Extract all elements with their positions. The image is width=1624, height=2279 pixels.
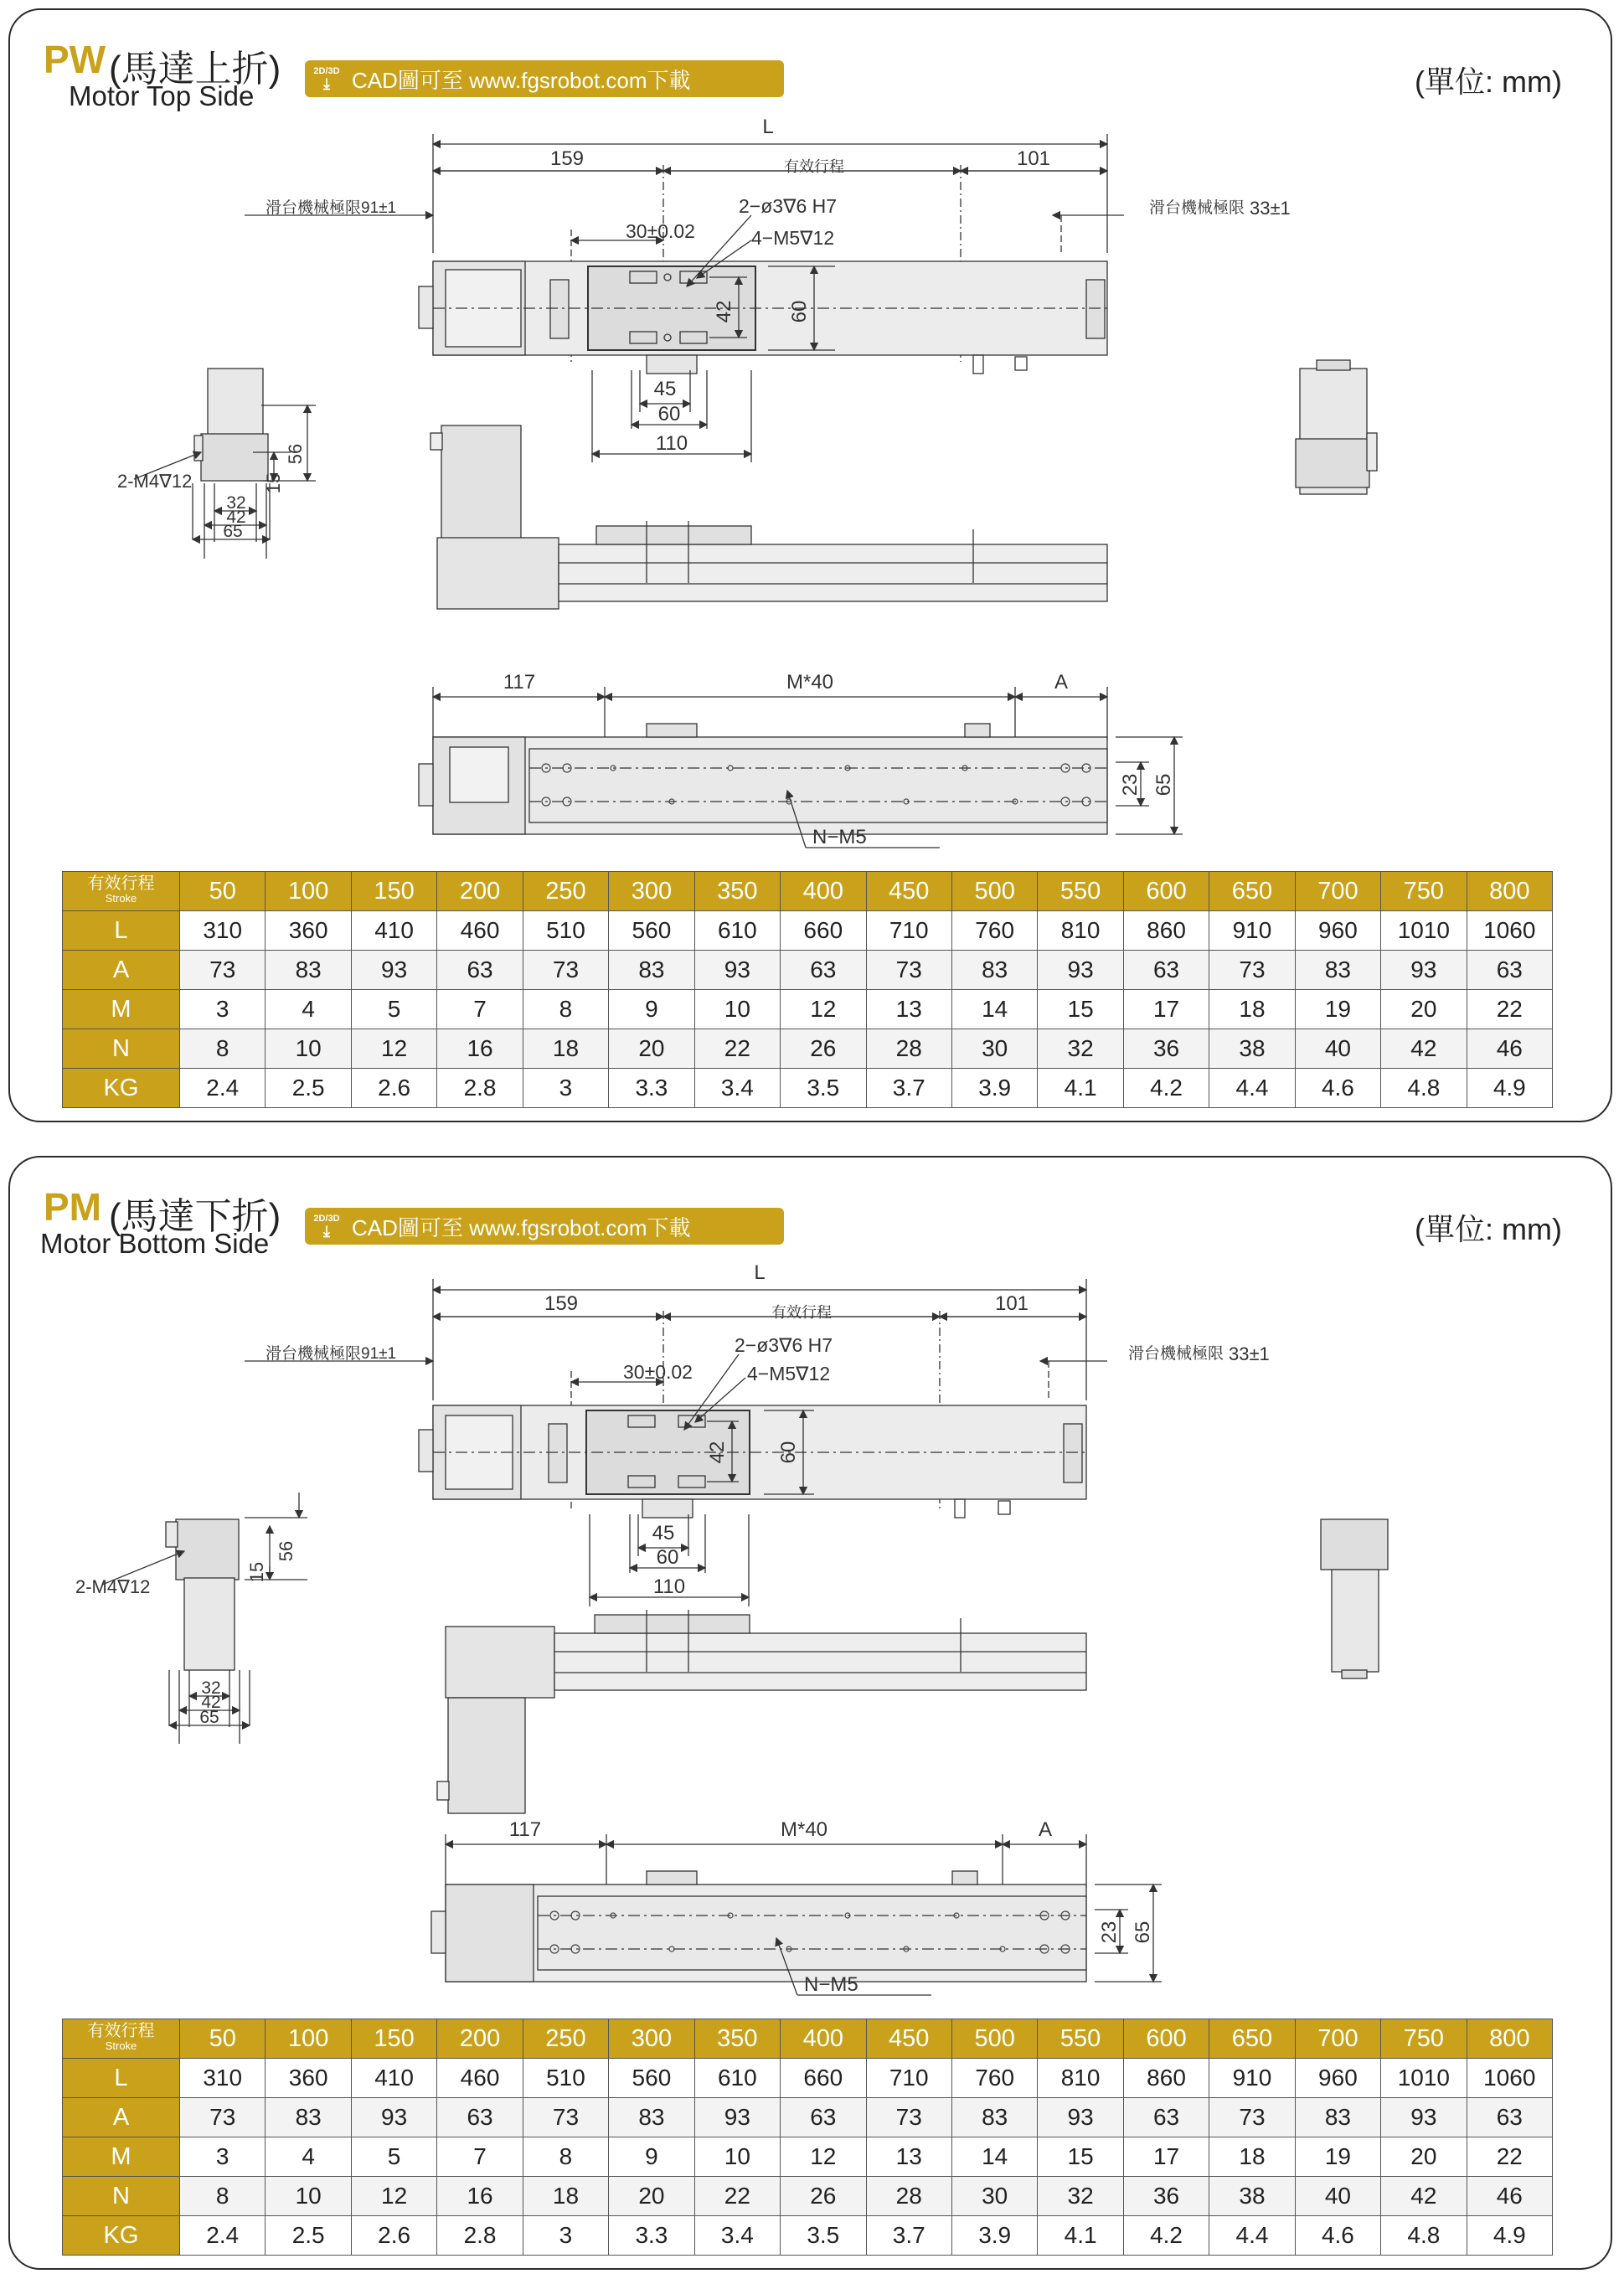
drawing-motor-top-side [10,10,1612,864]
stroke-cell: 50 [180,872,266,911]
row-label: N [63,1029,180,1069]
table-cell: 2.6 [351,2216,436,2256]
dim-tolerance: 30±0.02 [623,1361,693,1383]
table-cell: 3.4 [694,1069,780,1108]
table-cell: 22 [694,1029,780,1069]
dim-60: 60 [656,1546,679,1569]
dim-slide-left: 滑台機械極限91±1 [266,1345,397,1363]
table-cell: 4 [266,990,351,1029]
table-cell: 4.8 [1381,2216,1467,2256]
table-cell: 73 [180,951,266,990]
dim-101: 101 [994,1292,1029,1315]
spec-table [62,871,1553,1108]
table-cell: 560 [609,2059,694,2098]
table-cell: 63 [781,2098,866,2137]
stroke-cell: 300 [609,872,694,911]
dim-stroke: 有效行程 [771,1304,832,1321]
table-cell: 15 [1038,990,1123,1029]
dim-taps: 4−M5∇12 [751,227,835,249]
table-cell: 38 [1209,1029,1295,1069]
download-icon: 2D/3D ⤓ [313,66,340,92]
table-cell: 73 [1209,2098,1295,2137]
table-cell: 4.1 [1038,2216,1123,2256]
table-cell: 310 [180,2059,266,2098]
stroke-cell: 150 [351,872,436,911]
table-cell: 73 [523,951,608,990]
table-row [63,990,1553,1029]
table-cell: 40 [1295,1029,1380,1069]
table-cell: 93 [1038,951,1123,990]
table-cell: 2.4 [180,2216,266,2256]
section-pm [8,1156,1612,2270]
table-cell: 36 [1123,1029,1209,1069]
stroke-cell: 550 [1038,872,1123,911]
table-cell: 510 [523,2059,608,2098]
row-label: M [63,2137,180,2177]
table-cell: 3.7 [866,1069,951,1108]
dim-taps: 4−M5∇12 [747,1363,831,1384]
table-header-row [63,872,1553,911]
table-row [63,1029,1553,1069]
dim-60-vertical: 60 [777,1441,800,1464]
dim-motor-tap: 2-M4∇12 [117,471,193,492]
table-cell: 3.5 [781,2216,866,2256]
dim-45: 45 [653,378,677,400]
table-cell: 3 [180,2137,266,2177]
row-label: L [63,911,180,951]
table-cell: 20 [1381,990,1467,1029]
stroke-cell: 800 [1467,872,1552,911]
table-cell: 83 [609,2098,694,2137]
table-cell: 7 [437,2137,523,2177]
stroke-cell: 400 [781,2019,866,2059]
table-cell: 810 [1038,2059,1123,2098]
table-cell: 15 [1038,2137,1123,2177]
table-cell: 30 [951,1029,1037,1069]
table-cell: 410 [351,2059,436,2098]
table-cell: 2.4 [180,1069,266,1108]
table-cell: 360 [266,911,351,951]
stroke-cell: 250 [523,872,608,911]
section-pw [8,8,1612,1122]
dim-n-m5: N−M5 [812,826,867,848]
stroke-cell: 750 [1381,2019,1467,2059]
dim-n-m5: N−M5 [804,1973,858,1996]
model-name-cn: (馬達上折) [109,49,281,90]
dim-56: 56 [285,443,306,465]
dim-motor-tap: 2-M4∇12 [75,1576,151,1597]
table-cell: 12 [351,2177,436,2216]
table-cell: 36 [1123,2177,1209,2216]
table-row [63,1069,1553,1108]
table-cell: 19 [1295,990,1380,1029]
table-cell: 510 [523,911,608,951]
table-cell: 93 [351,951,436,990]
dim-45: 45 [652,1522,675,1544]
table-cell: 73 [866,951,951,990]
table-cell: 16 [437,2177,523,2216]
stroke-cell: 600 [1123,2019,1209,2059]
row-label: N [63,2177,180,2216]
dim-length-l: L [762,116,774,138]
stroke-cell: 350 [694,2019,780,2059]
table-cell: 63 [1467,951,1552,990]
table-cell: 860 [1123,2059,1209,2098]
dim-42b: 42 [226,508,246,527]
table-cell: 1010 [1381,2059,1467,2098]
table-cell: 93 [351,2098,436,2137]
table-cell: 2.5 [266,2216,351,2256]
table-cell: 360 [266,2059,351,2098]
table-cell: 3 [180,990,266,1029]
dim-slide-right-val: 33±1 [1229,1343,1270,1364]
table-cell: 83 [951,2098,1037,2137]
table-cell: 63 [437,951,523,990]
table-cell: 10 [694,990,780,1029]
dim-slide-right: 滑台機械極限 [1149,199,1245,217]
stroke-cell: 100 [266,2019,351,2059]
dim-stroke: 有效行程 [784,158,844,175]
table-cell: 2.5 [266,1069,351,1108]
table-cell: 460 [437,911,523,951]
table-cell: 93 [1381,2098,1467,2137]
table-cell: 8 [180,2177,266,2216]
table-cell: 4.6 [1295,1069,1380,1108]
table-cell: 22 [1467,2137,1552,2177]
dim-m40: M*40 [780,1818,828,1841]
table-row [63,2137,1553,2177]
dim-117: 117 [503,671,536,693]
dim-60: 60 [657,403,681,425]
table-cell: 73 [180,2098,266,2137]
drawing-motor-bottom-side [10,1158,1612,2012]
dim-a: A [1038,1818,1053,1841]
table-cell: 42 [1381,1029,1467,1069]
model-name-en: Motor Top Side [69,80,255,111]
table-cell: 18 [523,2177,608,2216]
dim-42b: 42 [201,1693,221,1712]
table-cell: 83 [1295,2098,1380,2137]
stroke-header: 有效行程 Stroke [63,2019,180,2059]
table-cell: 8 [523,2137,608,2177]
table-cell: 3.5 [781,1069,866,1108]
table-cell: 18 [1209,2137,1295,2177]
table-cell: 63 [1123,951,1209,990]
table-cell: 83 [609,951,694,990]
table-cell: 3 [523,2216,608,2256]
dim-32: 32 [226,493,246,513]
stroke-cell: 500 [951,2019,1037,2059]
dim-159: 159 [544,1292,579,1315]
table-cell: 17 [1123,990,1209,1029]
table-cell: 3.7 [866,2216,951,2256]
table-cell: 810 [1038,911,1123,951]
table-cell: 8 [523,990,608,1029]
table-row [63,911,1553,951]
table-cell: 910 [1209,2059,1295,2098]
table-cell: 310 [180,911,266,951]
stroke-cell: 450 [866,2019,951,2059]
unit-label: (單位: mm) [1415,64,1562,99]
dim-slide-right: 滑台機械極限 [1128,1345,1224,1363]
stroke-cell: 400 [781,872,866,911]
table-row [63,2216,1553,2256]
table-cell: 4.2 [1123,2216,1209,2256]
table-cell: 9 [609,990,694,1029]
table-cell: 760 [951,2059,1037,2098]
stroke-cell: 100 [266,872,351,911]
table-header-row [63,2019,1553,2059]
dim-32: 32 [201,1678,221,1698]
table-cell: 14 [951,2137,1037,2177]
table-cell: 2.8 [437,1069,523,1108]
stroke-cell: 700 [1295,872,1380,911]
table-cell: 410 [351,911,436,951]
dim-length-l: L [754,1261,766,1284]
table-cell: 12 [781,990,866,1029]
table-cell: 83 [1295,951,1380,990]
stroke-cell: 650 [1209,872,1295,911]
table-cell: 2.8 [437,2216,523,2256]
table-cell: 28 [866,1029,951,1069]
table-cell: 26 [781,2177,866,2216]
table-cell: 3.9 [951,2216,1037,2256]
table-cell: 660 [781,2059,866,2098]
dim-23: 23 [1098,1921,1121,1944]
table-cell: 42 [1381,2177,1467,2216]
dim-pins: 2−ø3∇6 H7 [735,1334,833,1356]
table-cell: 22 [1467,990,1552,1029]
dim-23: 23 [1119,773,1142,797]
dim-pins: 2−ø3∇6 H7 [739,195,838,217]
table-cell: 73 [523,2098,608,2137]
table-cell: 12 [351,1029,436,1069]
table-cell: 22 [694,2177,780,2216]
table-cell: 4.6 [1295,2216,1380,2256]
table-cell: 93 [1381,951,1467,990]
table-cell: 960 [1295,2059,1380,2098]
stroke-cell: 200 [437,872,523,911]
stroke-cell: 300 [609,2019,694,2059]
table-cell: 1060 [1467,2059,1552,2098]
table-cell: 660 [781,911,866,951]
table-cell: 32 [1038,2177,1123,2216]
table-cell: 73 [1209,951,1295,990]
table-cell: 4 [266,2137,351,2177]
table-cell: 83 [266,951,351,990]
table-cell: 93 [694,2098,780,2137]
stroke-cell: 500 [951,872,1037,911]
row-label: L [63,2059,180,2098]
table-cell: 12 [781,2137,866,2177]
dim-65: 65 [223,522,243,541]
table-cell: 9 [609,2137,694,2177]
table-cell: 19 [1295,2137,1380,2177]
row-label: A [63,2098,180,2137]
table-cell: 460 [437,2059,523,2098]
table-row [63,2177,1553,2216]
model-code: PM [44,1185,101,1229]
model-name-cn: (馬達下折) [109,1196,281,1237]
table-cell: 4.4 [1209,1069,1295,1108]
cad-download-text: CAD圖可至 www.fgsrobot.com下載 [352,67,691,93]
table-cell: 10 [266,2177,351,2216]
stroke-cell: 250 [523,2019,608,2059]
table-cell: 610 [694,911,780,951]
stroke-cell: 550 [1038,2019,1123,2059]
table-cell: 3 [523,1069,608,1108]
table-cell: 63 [1467,2098,1552,2137]
dim-117: 117 [508,1818,542,1841]
stroke-cell: 450 [866,872,951,911]
dim-65-vertical: 65 [1132,1921,1154,1944]
dim-60-vertical: 60 [788,300,811,323]
dim-65-vertical: 65 [1152,773,1175,797]
table-body [63,2059,1553,2256]
table-cell: 1060 [1467,911,1552,951]
table-cell: 18 [1209,990,1295,1029]
row-label: KG [63,2216,180,2256]
table-cell: 20 [1381,2137,1467,2177]
dim-15: 15 [263,472,284,494]
dim-65: 65 [199,1708,219,1727]
table-cell: 910 [1209,911,1295,951]
stroke-cell: 700 [1295,2019,1380,2059]
dim-101: 101 [1016,147,1051,170]
table-cell: 63 [437,2098,523,2137]
table-cell: 5 [351,990,436,1029]
table-cell: 3.3 [609,1069,694,1108]
table-cell: 4.9 [1467,2216,1552,2256]
cad-download-text: CAD圖可至 www.fgsrobot.com下載 [352,1214,691,1240]
table-cell: 3.9 [951,1069,1037,1108]
dim-15: 15 [246,1561,267,1583]
stroke-cell: 600 [1123,872,1209,911]
table-cell: 93 [694,951,780,990]
row-label: KG [63,1069,180,1108]
stroke-cell: 150 [351,2019,436,2059]
dim-m40: M*40 [786,671,834,693]
table-cell: 3.4 [694,2216,780,2256]
table-cell: 83 [266,2098,351,2137]
dim-110: 110 [655,432,688,455]
table-cell: 38 [1209,2177,1295,2216]
table-cell: 4.8 [1381,1069,1467,1108]
table-cell: 93 [1038,2098,1123,2137]
dim-42: 42 [713,300,735,323]
table-cell: 960 [1295,911,1380,951]
stroke-header: 有效行程 Stroke [63,872,180,911]
stroke-cell: 750 [1381,872,1467,911]
table-cell: 7 [437,990,523,1029]
dim-slide-left: 滑台機械極限91±1 [266,199,397,217]
table-cell: 73 [866,2098,951,2137]
table-cell: 560 [609,911,694,951]
table-cell: 46 [1467,1029,1552,1069]
table-cell: 30 [951,2177,1037,2216]
table-cell: 32 [1038,1029,1123,1069]
stroke-cell: 200 [437,2019,523,2059]
spec-table [62,2019,1553,2256]
dim-a: A [1054,671,1069,693]
table-cell: 14 [951,990,1037,1029]
row-label: M [63,990,180,1029]
table-cell: 26 [781,1029,866,1069]
table-cell: 610 [694,2059,780,2098]
table-cell: 4.4 [1209,2216,1295,2256]
table-cell: 28 [866,2177,951,2216]
table-cell: 860 [1123,911,1209,951]
table-cell: 13 [866,2137,951,2177]
table-cell: 17 [1123,2137,1209,2177]
dim-42: 42 [706,1441,729,1464]
table-cell: 4.1 [1038,1069,1123,1108]
table-cell: 2.6 [351,1069,436,1108]
table-body [63,911,1553,1108]
table-cell: 710 [866,2059,951,2098]
stroke-cell: 350 [694,872,780,911]
table-cell: 1010 [1381,911,1467,951]
dim-110: 110 [652,1575,686,1598]
dim-slide-right-val: 33±1 [1250,198,1291,219]
dim-159: 159 [549,147,585,170]
row-label: A [63,951,180,990]
download-icon: 2D/3D ⤓ [313,1214,340,1240]
stroke-cell: 800 [1467,2019,1552,2059]
table-cell: 8 [180,1029,266,1069]
table-cell: 10 [694,2137,780,2177]
table-cell: 63 [781,951,866,990]
model-code: PW [44,38,106,81]
table-cell: 10 [266,1029,351,1069]
table-cell: 16 [437,1029,523,1069]
unit-label: (單位: mm) [1415,1212,1562,1246]
table-row [63,2098,1553,2137]
table-row [63,951,1553,990]
table-cell: 4.2 [1123,1069,1209,1108]
dim-tolerance: 30±0.02 [626,220,695,242]
table-cell: 5 [351,2137,436,2177]
table-cell: 4.9 [1467,1069,1552,1108]
table-cell: 3.3 [609,2216,694,2256]
table-cell: 40 [1295,2177,1380,2216]
table-cell: 710 [866,911,951,951]
table-cell: 46 [1467,2177,1552,2216]
dim-56: 56 [276,1540,296,1562]
model-name-en: Motor Bottom Side [40,1228,270,1259]
stroke-cell: 50 [180,2019,266,2059]
table-cell: 83 [951,951,1037,990]
table-cell: 20 [609,2177,694,2216]
table-cell: 18 [523,1029,608,1069]
table-cell: 63 [1123,2098,1209,2137]
table-row [63,2059,1553,2098]
table-cell: 760 [951,911,1037,951]
table-cell: 20 [609,1029,694,1069]
table-cell: 13 [866,990,951,1029]
stroke-cell: 650 [1209,2019,1295,2059]
